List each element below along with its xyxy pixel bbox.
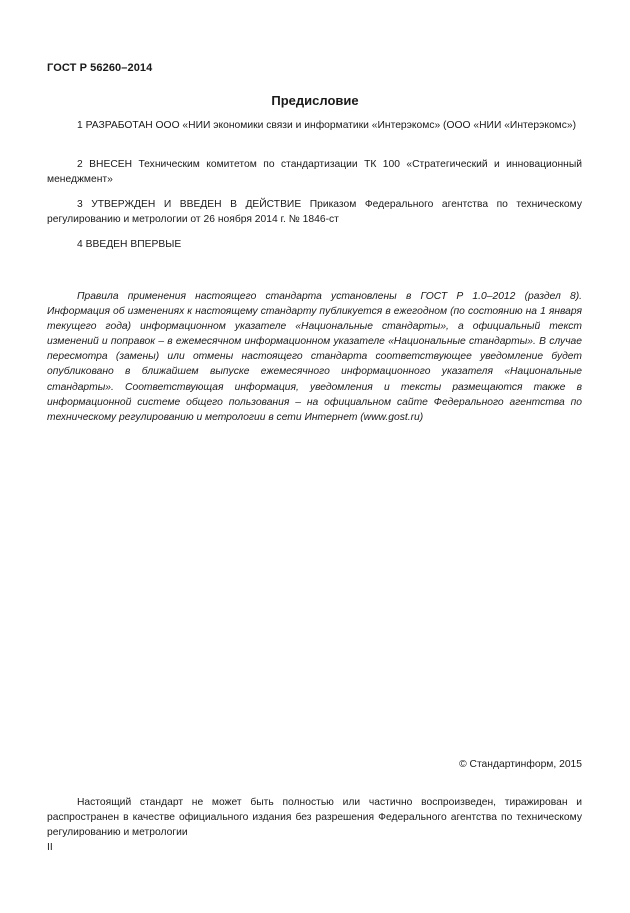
reproduction-notice: Настоящий стандарт не может быть полностью или частично воспроизведен, тиражирован и распространен в качестве официального издания без разрешения Федерального агентства по техническому регулированию и метрологии [47, 797, 582, 838]
copyright-line: © Стандартинформ, 2015 [459, 759, 582, 770]
application-rules-notice: Правила применения настоящего стандарта установлены в ГОСТ Р 1.0–2012 (раздел 8). Информация об изменениях к настоящему стандарту публикуется в ежегодном (по состоянию на 1 января текущего года) информационном указателе «Национальные стандарты», а официальный текст изменений и поправок – в ежемесячном информационном указателе «Национальные стандарты». В случае пересмотра (замены) или отмены настоящего стандарта соответствующее уведомление будет опубликовано в ближайшем выпуске ежемесячного информационного указателя «Национальные стандарты». Соответствующая информация, уведомления и тексты размещаются также в информационной системе общего пользования – на официальном сайте Федерального агентства по техническому регулированию и метрологии в сети Интернет (www.gost.ru) [47, 291, 582, 423]
page-title: Предисловие [271, 93, 359, 108]
foreword-item-1: 1 РАЗРАБОТАН ООО «НИИ экономики связи и информатики «Интерэкомс» (ООО «НИИ «Интерэкомс») [77, 120, 577, 131]
foreword-item-2: 2 ВНЕСЕН Техническим комитетом по стандартизации ТК 100 «Стратегический и инновационный менеджмент» [47, 159, 582, 185]
document-id-header: ГОСТ Р 56260–2014 [47, 62, 153, 74]
foreword-item-4: 4 ВВЕДЕН ВПЕРВЫЕ [77, 239, 182, 250]
page-number: II [47, 842, 53, 853]
foreword-item-3: 3 УТВЕРЖДЕН И ВВЕДЕН В ДЕЙСТВИЕ Приказом Федерального агентства по техническому регулированию и метрологии от 26 ноября 2014 г. № 1846-ст [47, 199, 582, 225]
